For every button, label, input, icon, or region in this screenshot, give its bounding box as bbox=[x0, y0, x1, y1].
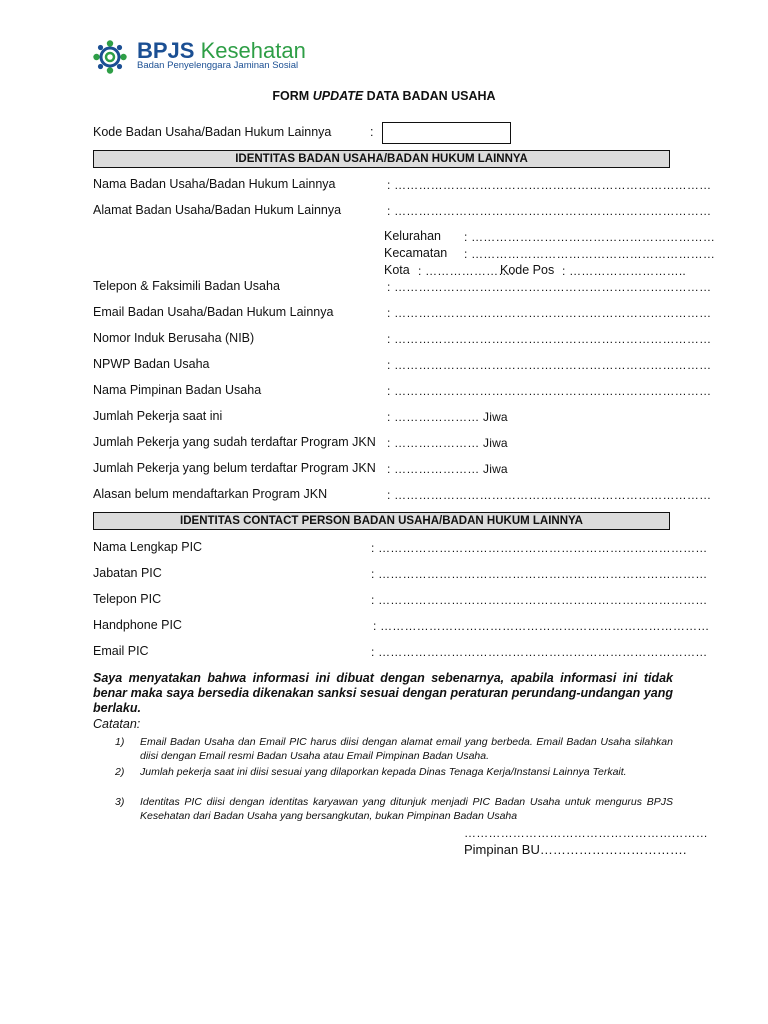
pic-nama-label: Nama Lengkap PIC bbox=[93, 540, 203, 554]
signature-label: Pimpinan BU……………………………. bbox=[464, 842, 687, 857]
alamat-label: Alamat Badan Usaha/Badan Hukum Lainnya bbox=[93, 203, 342, 217]
pic-telepon-field[interactable]: : ……………………………………………………………………… bbox=[371, 593, 708, 607]
npwp-label: NPWP Badan Usaha bbox=[93, 357, 210, 371]
kode-label: Kode Badan Usaha/Badan Hukum Lainnya bbox=[93, 125, 332, 139]
pic-handphone-field[interactable]: : ……………………………………………………………………… bbox=[373, 619, 710, 633]
kecamatan-field[interactable]: : …………………………………………………… bbox=[464, 247, 716, 261]
email-bu-label: Email Badan Usaha/Badan Hukum Lainnya bbox=[93, 305, 334, 319]
pic-nama-field[interactable]: : ……………………………………………………………………… bbox=[371, 541, 708, 555]
note-text: Email Badan Usaha dan Email PIC harus diisi dengan alamat email yang berbeda. Email Badan Usaha silahkan diisi dengan Email resmi Badan Usaha atau Email Pimpinan Badan Usaha. bbox=[140, 736, 673, 762]
form-title-post: DATA BADAN USAHA bbox=[363, 89, 496, 103]
pic-telepon-label: Telepon PIC bbox=[93, 592, 162, 606]
note-number: 1) bbox=[115, 736, 125, 748]
pic-email-label: Email PIC bbox=[93, 644, 149, 658]
kode-input-box[interactable] bbox=[382, 122, 511, 144]
note-item-1 bbox=[115, 735, 673, 763]
bpjs-logo bbox=[93, 40, 333, 76]
logo-subtitle: Badan Penyelenggara Jaminan Sosial bbox=[137, 60, 299, 71]
jumlah-pekerja-label: Jumlah Pekerja saat ini bbox=[93, 409, 223, 423]
note-number: 2) bbox=[115, 766, 125, 778]
catatan-heading: Catatan: bbox=[93, 717, 141, 731]
pic-jabatan-field[interactable]: : ……………………………………………………………………… bbox=[371, 567, 708, 581]
jumlah-belum-field[interactable]: : ………………… Jiwa bbox=[387, 462, 508, 476]
note-item-2 bbox=[115, 765, 673, 793]
form-title bbox=[0, 89, 768, 103]
nib-label: Nomor Induk Berusaha (NIB) bbox=[93, 331, 255, 345]
signature-line[interactable]: …………………………………………………… bbox=[464, 826, 708, 840]
nama-bu-field[interactable]: : …………………………………………………………………… bbox=[387, 178, 712, 192]
form-title-pre: FORM bbox=[272, 89, 313, 103]
jumlah-belum-label: Jumlah Pekerja yang belum terdaftar Program JKN bbox=[93, 461, 376, 475]
kode-pos-label: Kode Pos bbox=[500, 263, 555, 277]
declaration-statement: Saya menyatakan bahwa informasi ini dibuat dengan sebenarnya, apabila informasi ini tidak benar maka saya bersedia dikenakan sanksi sesuai dengan peraturan perundang-undangan yang berlaku. bbox=[93, 671, 673, 715]
note-text: Identitas PIC diisi dengan identitas karyawan yang ditunjuk menjadi PIC Badan Usaha untuk mengurus BPJS Kesehatan dari Badan Usaha yang bersangkutan, bukan Pimpinan Badan Usaha bbox=[140, 796, 673, 822]
section-contact-person: IDENTITAS CONTACT PERSON BADAN USAHA/BADAN HUKUM LAINNYA bbox=[93, 512, 670, 530]
pic-jabatan-label: Jabatan PIC bbox=[93, 566, 162, 580]
jumlah-pekerja-field[interactable]: : ………………… Jiwa bbox=[387, 410, 508, 424]
section-identitas-badan-usaha: IDENTITAS BADAN USAHA/BADAN HUKUM LAINNYA bbox=[93, 150, 670, 168]
jumlah-terdaftar-label: Jumlah Pekerja yang sudah terdaftar Program JKN bbox=[93, 435, 376, 449]
kota-field[interactable]: : …………………. bbox=[418, 264, 515, 278]
npwp-field[interactable]: : …………………………………………………………………… bbox=[387, 358, 712, 372]
kelurahan-label: Kelurahan bbox=[384, 229, 441, 243]
jumlah-terdaftar-field[interactable]: : ………………… Jiwa bbox=[387, 436, 508, 450]
note-item-3 bbox=[115, 795, 673, 823]
nib-field[interactable]: : …………………………………………………………………… bbox=[387, 332, 712, 346]
note-text: Jumlah pekerja saat ini diisi sesuai yang dilaporkan kepada Dinas Tenaga Kerja/Instansi Lainnya Terkait. bbox=[140, 766, 627, 778]
kota-label: Kota bbox=[384, 263, 410, 277]
pic-email-field[interactable]: : ……………………………………………………………………… bbox=[371, 645, 708, 659]
pimpinan-label: Nama Pimpinan Badan Usaha bbox=[93, 383, 262, 397]
alamat-field[interactable]: : …………………………………………………………………… bbox=[387, 204, 712, 218]
pimpinan-field[interactable]: : …………………………………………………………………… bbox=[387, 384, 712, 398]
nama-bu-label: Nama Badan Usaha/Badan Hukum Lainnya bbox=[93, 177, 336, 191]
email-bu-field[interactable]: : …………………………………………………………………… bbox=[387, 306, 712, 320]
logo-title-kesehatan: Kesehatan bbox=[200, 38, 306, 63]
telepon-bu-label: Telepon & Faksimili Badan Usaha bbox=[93, 279, 280, 293]
pic-handphone-label: Handphone PIC bbox=[93, 618, 182, 632]
kecamatan-label: Kecamatan bbox=[384, 246, 448, 260]
bpjs-logo-mark-icon bbox=[93, 40, 127, 74]
form-title-em: UPDATE bbox=[312, 89, 364, 103]
alasan-field[interactable]: : …………………………………………………………………… bbox=[387, 488, 712, 502]
kode-colon: : bbox=[370, 125, 374, 139]
logo-title-bpjs: BPJS bbox=[137, 38, 195, 63]
kode-pos-field[interactable]: : ……………………….. bbox=[562, 264, 686, 278]
note-number: 3) bbox=[115, 796, 125, 808]
alasan-label: Alasan belum mendaftarkan Program JKN bbox=[93, 487, 328, 501]
kelurahan-field[interactable]: : …………………………………………………… bbox=[464, 230, 716, 244]
telepon-bu-field[interactable]: : …………………………………………………………………… bbox=[387, 280, 712, 294]
